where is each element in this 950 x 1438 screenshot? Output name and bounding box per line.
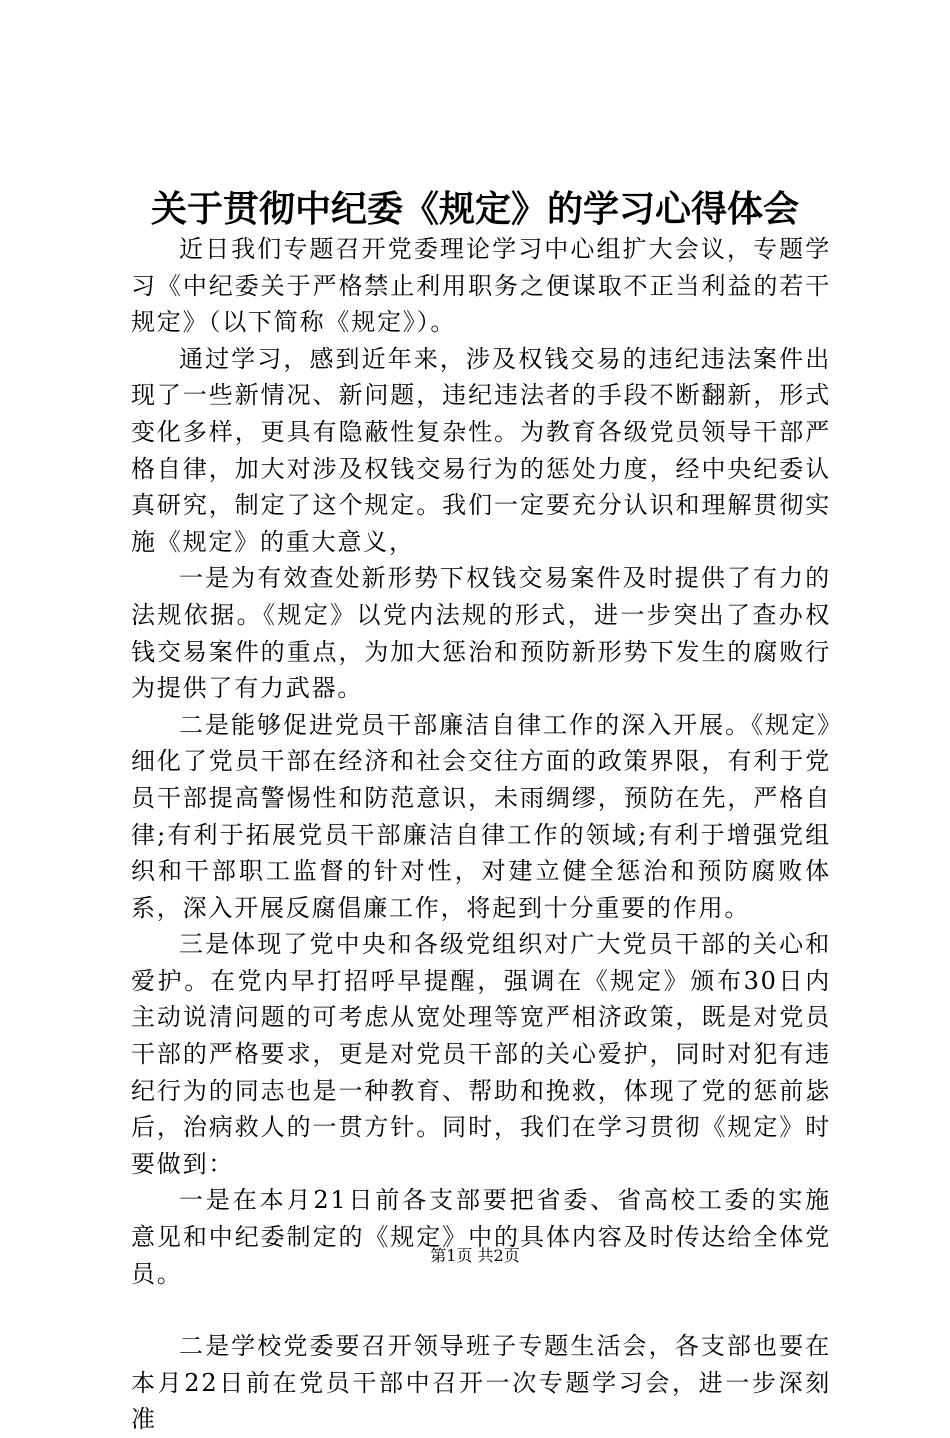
paragraph-background: 通过学习，感到近年来，涉及权钱交易的违纪违法案件出现了一些新情况、新问题，违纪违法者的手段不断翻新，形式变化多样，更具有隐蔽性复杂性。为教育各级党员领导干部严格自律，加大对涉及权钱交易行为的惩处力度，经中央纪委认真研究，制定了这个规定。我们一定要充分认识和理解贯彻实施《规定》的重大意义， [131, 344, 831, 556]
document-title: 关于贯彻中纪委《规定》的学习心得体会 [150, 188, 799, 230]
paragraph-point-one: 一是为有效查处新形势下权钱交易案件及时提供了有力的法规依据。《规定》以党内法规的形式，进一步突出了查办权钱交易案件的重点，为加大惩治和预防新形势下发生的腐败行为提供了有力武器。 [131, 564, 831, 703]
paragraph-point-three: 三是体现了党中央和各级党组织对广大党员干部的关心和爱护。在党内早打招呼早提醒，强调在《规定》颁布30日内主动说清问题的可考虑从宽处理等宽严相济政策，既是对党员干部的严格要求，更是对党员干部的关心爱护，同时对犯有违纪行为的同志也是一种教育、帮助和挽救，体现了党的惩前毖后，治病救人的一贯方针。同时，我们在学习贯彻《规定》时要做到： [131, 930, 831, 1178]
paragraph-task-one: 一是在本月21日前各支部要把省委、省高校工委的实施意见和中纪委制定的《规定》中的具体内容及时传达给全体党员。 [131, 1186, 831, 1288]
paragraph-point-two: 二是能够促进党员干部廉洁自律工作的深入开展。《规定》细化了党员干部在经济和社会交往方面的政策界限，有利于党员干部提高警惕性和防范意识，未雨绸缪，预防在先，严格自律;有利于拓展党员干部廉洁自律工作的领域;有利于增强党组织和干部职工监督的针对性，对建立健全惩治和预防腐败体系，深入开展反腐倡廉工作，将起到十分重要的作用。 [131, 710, 831, 922]
page-number-footer: 第1页 共2页 [430, 1246, 520, 1265]
paragraph-intro: 近日我们专题召开党委理论学习中心组扩大会议，专题学习《中纪委关于严格禁止利用职务之便谋取不正当利益的若干规定》（以下简称《规定》）。 [131, 235, 831, 337]
paragraph-task-two: 二是学校党委要召开领导班子专题生活会，各支部也要在本月22日前在党员干部中召开一次专题学习会，进一步深刻准 [131, 1332, 831, 1434]
